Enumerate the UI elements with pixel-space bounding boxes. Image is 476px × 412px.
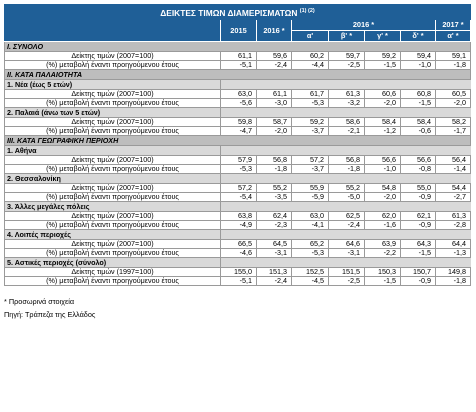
group-blank-cell	[365, 80, 401, 90]
table-row	[5, 277, 471, 286]
value-cell: 61,7	[292, 90, 329, 99]
value-cell: -5,4	[221, 193, 257, 202]
value-cell: -1,5	[401, 99, 436, 108]
value-cell: 57,9	[221, 156, 257, 165]
notes	[4, 295, 470, 321]
value-cell: 155,0	[221, 268, 257, 277]
value-cell: -1,8	[436, 277, 471, 286]
group-title: 2. Θεσσαλονίκη	[5, 174, 221, 184]
value-cell: -5,0	[329, 193, 365, 202]
group-header-row	[5, 258, 471, 268]
value-cell: -5,6	[221, 99, 257, 108]
group-blank-cell	[436, 108, 471, 118]
group-blank-cell	[292, 174, 329, 184]
value-cell: 61,3	[436, 212, 471, 221]
group-blank-cell	[257, 230, 292, 240]
value-cell: -5,1	[221, 277, 257, 286]
value-cell: 56,4	[436, 156, 471, 165]
row-label: Δείκτης τιμών (2007=100)	[5, 118, 221, 127]
source-note: Πηγή: Τράπεζα της Ελλάδος	[4, 310, 96, 319]
value-cell: 61,1	[221, 52, 257, 61]
value-cell: -1,6	[365, 221, 401, 230]
value-cell: -2,7	[436, 193, 471, 202]
value-cell: 150,3	[365, 268, 401, 277]
row-label: (%) μεταβολή έναντι προηγούμενου έτους	[5, 249, 221, 258]
row-label: Δείκτης τιμών (2007=100)	[5, 90, 221, 99]
value-cell: 63,9	[365, 240, 401, 249]
value-cell: -2,0	[257, 127, 292, 136]
group-blank-cell	[329, 146, 365, 156]
value-cell: 61,1	[257, 90, 292, 99]
group-blank-cell	[401, 202, 436, 212]
value-cell: 62,1	[401, 212, 436, 221]
value-cell: 64,3	[401, 240, 436, 249]
value-cell: 55,0	[401, 184, 436, 193]
value-cell: -2,5	[329, 277, 365, 286]
header-quarter: γ' *	[365, 31, 401, 42]
value-cell: -3,7	[292, 165, 329, 174]
group-blank-cell	[257, 202, 292, 212]
section-header-row	[5, 136, 471, 146]
group-blank-cell	[329, 202, 365, 212]
value-cell: -3,0	[257, 99, 292, 108]
value-cell: -3,1	[329, 249, 365, 258]
value-cell: 149,8	[436, 268, 471, 277]
document	[4, 4, 470, 321]
value-cell: -1,5	[401, 249, 436, 258]
value-cell: -3,5	[257, 193, 292, 202]
section-title: ΙΙΙ. ΚΑΤΑ ΓΕΩΓΡΑΦΙΚΗ ΠΕΡΙΟΧΗ	[5, 136, 471, 146]
table-row	[5, 165, 471, 174]
value-cell: -3,2	[329, 99, 365, 108]
value-cell: 59,2	[292, 118, 329, 127]
row-label: (%) μεταβολή έναντι προηγούμενου έτους	[5, 165, 221, 174]
table-row	[5, 212, 471, 221]
group-title: 1. Αθήνα	[5, 146, 221, 156]
row-label: Δείκτης τιμών (1997=100)	[5, 268, 221, 277]
value-cell: -0,6	[401, 127, 436, 136]
value-cell: -0,9	[401, 193, 436, 202]
group-blank-cell	[292, 230, 329, 240]
group-blank-cell	[329, 80, 365, 90]
section-title: ΙΙ. ΚΑΤΑ ΠΑΛΑΙΟΤΗΤΑ	[5, 70, 471, 80]
table-row	[5, 156, 471, 165]
value-cell: 61,3	[329, 90, 365, 99]
table-row	[5, 268, 471, 277]
value-cell: 56,6	[365, 156, 401, 165]
value-cell: 56,8	[257, 156, 292, 165]
value-cell: 63,0	[221, 90, 257, 99]
group-blank-cell	[401, 258, 436, 268]
row-label: (%) μεταβολή έναντι προηγούμενου έτους	[5, 221, 221, 230]
value-cell: -2,0	[436, 99, 471, 108]
table-row	[5, 61, 471, 70]
value-cell: -3,1	[257, 249, 292, 258]
header-quarter: α'	[292, 31, 329, 42]
table-row	[5, 221, 471, 230]
group-blank-cell	[292, 146, 329, 156]
value-cell: -1,8	[257, 165, 292, 174]
group-blank-cell	[221, 80, 257, 90]
row-label: (%) μεταβολή έναντι προηγούμενου έτους	[5, 193, 221, 202]
header-quarter: β' *	[329, 31, 365, 42]
row-label: Δείκτης τιμών (2007=100)	[5, 240, 221, 249]
table-row	[5, 193, 471, 202]
group-blank-cell	[292, 202, 329, 212]
row-label: (%) μεταβολή έναντι προηγούμενου έτους	[5, 277, 221, 286]
value-cell: 58,2	[436, 118, 471, 127]
group-blank-cell	[365, 202, 401, 212]
group-title: 1. Νέα (έως 5 ετών)	[5, 80, 221, 90]
value-cell: -0,8	[401, 165, 436, 174]
group-header-row	[5, 230, 471, 240]
header-quarter: δ' *	[401, 31, 436, 42]
value-cell: -5,3	[292, 249, 329, 258]
value-cell: -4,4	[292, 61, 329, 70]
group-blank-cell	[365, 174, 401, 184]
group-header-row	[5, 174, 471, 184]
row-label: Δείκτης τιμών (2007=100)	[5, 212, 221, 221]
row-label: (%) μεταβολή έναντι προηγούμενου έτους	[5, 61, 221, 70]
group-blank-cell	[401, 174, 436, 184]
value-cell: 152,5	[292, 268, 329, 277]
group-header-row	[5, 80, 471, 90]
value-cell: 57,2	[221, 184, 257, 193]
group-blank-cell	[292, 258, 329, 268]
header-year-2016: 2016 *	[257, 20, 292, 42]
price-index-table	[4, 4, 471, 286]
value-cell: 54,4	[436, 184, 471, 193]
value-cell: 55,2	[257, 184, 292, 193]
value-cell: -4,7	[221, 127, 257, 136]
group-header-row	[5, 146, 471, 156]
value-cell: 58,7	[257, 118, 292, 127]
section-header-row	[5, 42, 471, 52]
value-cell: 62,5	[329, 212, 365, 221]
value-cell: 65,2	[292, 240, 329, 249]
value-cell: -3,7	[292, 127, 329, 136]
row-label: (%) μεταβολή έναντι προηγούμενου έτους	[5, 99, 221, 108]
header-quarter: α' *	[436, 31, 471, 42]
group-blank-cell	[436, 230, 471, 240]
value-cell: -1,2	[365, 127, 401, 136]
value-cell: 59,8	[221, 118, 257, 127]
row-label: Δείκτης τιμών (2007=100)	[5, 184, 221, 193]
provisional-note: * Προσωρινά στοιχεία	[4, 297, 75, 306]
header-blank-cell	[5, 20, 221, 42]
group-blank-cell	[257, 108, 292, 118]
value-cell: 62,4	[257, 212, 292, 221]
value-cell: -1,0	[365, 165, 401, 174]
value-cell: -1,3	[436, 249, 471, 258]
table-title-footnote-marks: (1) (2)	[299, 8, 315, 15]
value-cell: -1,8	[436, 61, 471, 70]
group-blank-cell	[365, 258, 401, 268]
value-cell: 55,9	[292, 184, 329, 193]
table-title-text: ΔΕΙΚΤΕΣ ΤΙΜΩΝ ΔΙΑΜΕΡΙΣΜΑΤΩΝ	[160, 7, 298, 18]
header-year-2016-quarters: 2016 *	[292, 20, 436, 31]
group-header-row	[5, 202, 471, 212]
value-cell: 59,7	[329, 52, 365, 61]
value-cell: -2,1	[329, 127, 365, 136]
group-blank-cell	[221, 202, 257, 212]
value-cell: 151,3	[257, 268, 292, 277]
group-blank-cell	[292, 108, 329, 118]
value-cell: 58,6	[329, 118, 365, 127]
group-blank-cell	[257, 146, 292, 156]
value-cell: 64,6	[329, 240, 365, 249]
value-cell: 64,4	[436, 240, 471, 249]
value-cell: 62,0	[365, 212, 401, 221]
value-cell: -1,7	[436, 127, 471, 136]
section-title: Ι. ΣΥΝΟΛΟ	[5, 42, 471, 52]
group-blank-cell	[436, 80, 471, 90]
group-title: 3. Άλλες μεγάλες πόλεις	[5, 202, 221, 212]
value-cell: 57,2	[292, 156, 329, 165]
header-year-2015: 2015	[221, 20, 257, 42]
table-row	[5, 184, 471, 193]
header-year-2017: 2017 *	[436, 20, 471, 31]
group-blank-cell	[329, 230, 365, 240]
group-blank-cell	[221, 258, 257, 268]
value-cell: -0,9	[401, 277, 436, 286]
group-title: 4. Λοιπές περιοχές	[5, 230, 221, 240]
group-blank-cell	[365, 108, 401, 118]
group-blank-cell	[436, 174, 471, 184]
group-title: 2. Παλαιά (άνω των 5 ετών)	[5, 108, 221, 118]
value-cell: 59,6	[257, 52, 292, 61]
value-cell: 150,7	[401, 268, 436, 277]
group-blank-cell	[401, 108, 436, 118]
group-blank-cell	[401, 146, 436, 156]
value-cell: 63,0	[292, 212, 329, 221]
value-cell: -5,3	[292, 99, 329, 108]
value-cell: 64,5	[257, 240, 292, 249]
group-blank-cell	[221, 146, 257, 156]
table-row	[5, 99, 471, 108]
group-blank-cell	[329, 258, 365, 268]
value-cell: 56,8	[329, 156, 365, 165]
group-blank-cell	[365, 230, 401, 240]
value-cell: 60,6	[365, 90, 401, 99]
row-label: Δείκτης τιμών (2007=100)	[5, 52, 221, 61]
table-title-row	[5, 5, 471, 20]
value-cell: -2,4	[257, 61, 292, 70]
value-cell: -1,5	[365, 277, 401, 286]
group-blank-cell	[401, 230, 436, 240]
group-blank-cell	[257, 258, 292, 268]
group-blank-cell	[436, 146, 471, 156]
group-blank-cell	[436, 202, 471, 212]
table-title	[5, 5, 471, 20]
row-label: (%) μεταβολή έναντι προηγούμενου έτους	[5, 127, 221, 136]
value-cell: -2,3	[257, 221, 292, 230]
table-row	[5, 240, 471, 249]
group-title: 5. Αστικές περιοχές (σύνολο)	[5, 258, 221, 268]
value-cell: 60,8	[401, 90, 436, 99]
value-cell: -2,8	[436, 221, 471, 230]
group-blank-cell	[221, 230, 257, 240]
value-cell: -4,9	[221, 221, 257, 230]
value-cell: -1,8	[329, 165, 365, 174]
value-cell: 63,8	[221, 212, 257, 221]
group-blank-cell	[292, 80, 329, 90]
value-cell: 54,8	[365, 184, 401, 193]
section-header-row	[5, 70, 471, 80]
value-cell: -2,0	[365, 193, 401, 202]
value-cell: 60,5	[436, 90, 471, 99]
value-cell: 59,1	[436, 52, 471, 61]
value-cell: -2,4	[257, 277, 292, 286]
value-cell: 58,4	[365, 118, 401, 127]
group-blank-cell	[329, 174, 365, 184]
value-cell: -0,9	[401, 221, 436, 230]
table-row	[5, 118, 471, 127]
value-cell: -1,4	[436, 165, 471, 174]
value-cell: -2,0	[365, 99, 401, 108]
value-cell: -4,6	[221, 249, 257, 258]
group-blank-cell	[221, 108, 257, 118]
value-cell: -2,4	[329, 221, 365, 230]
row-label: Δείκτης τιμών (2007=100)	[5, 156, 221, 165]
value-cell: 58,4	[401, 118, 436, 127]
table-row	[5, 52, 471, 61]
header-row-years	[5, 20, 471, 31]
group-blank-cell	[401, 80, 436, 90]
table-row	[5, 127, 471, 136]
value-cell: 56,6	[401, 156, 436, 165]
table-row	[5, 90, 471, 99]
group-blank-cell	[329, 108, 365, 118]
value-cell: -4,5	[292, 277, 329, 286]
value-cell: -1,0	[401, 61, 436, 70]
value-cell: -2,5	[329, 61, 365, 70]
value-cell: 60,2	[292, 52, 329, 61]
group-blank-cell	[257, 80, 292, 90]
value-cell: 55,2	[329, 184, 365, 193]
value-cell: 59,4	[401, 52, 436, 61]
group-header-row	[5, 108, 471, 118]
value-cell: -2,2	[365, 249, 401, 258]
group-blank-cell	[257, 174, 292, 184]
value-cell: -5,1	[221, 61, 257, 70]
group-blank-cell	[436, 258, 471, 268]
value-cell: -4,1	[292, 221, 329, 230]
value-cell: 151,5	[329, 268, 365, 277]
value-cell: 66,5	[221, 240, 257, 249]
value-cell: -1,5	[365, 61, 401, 70]
group-blank-cell	[365, 146, 401, 156]
table-row	[5, 249, 471, 258]
group-blank-cell	[221, 174, 257, 184]
value-cell: 59,2	[365, 52, 401, 61]
value-cell: -5,9	[292, 193, 329, 202]
value-cell: -5,3	[221, 165, 257, 174]
